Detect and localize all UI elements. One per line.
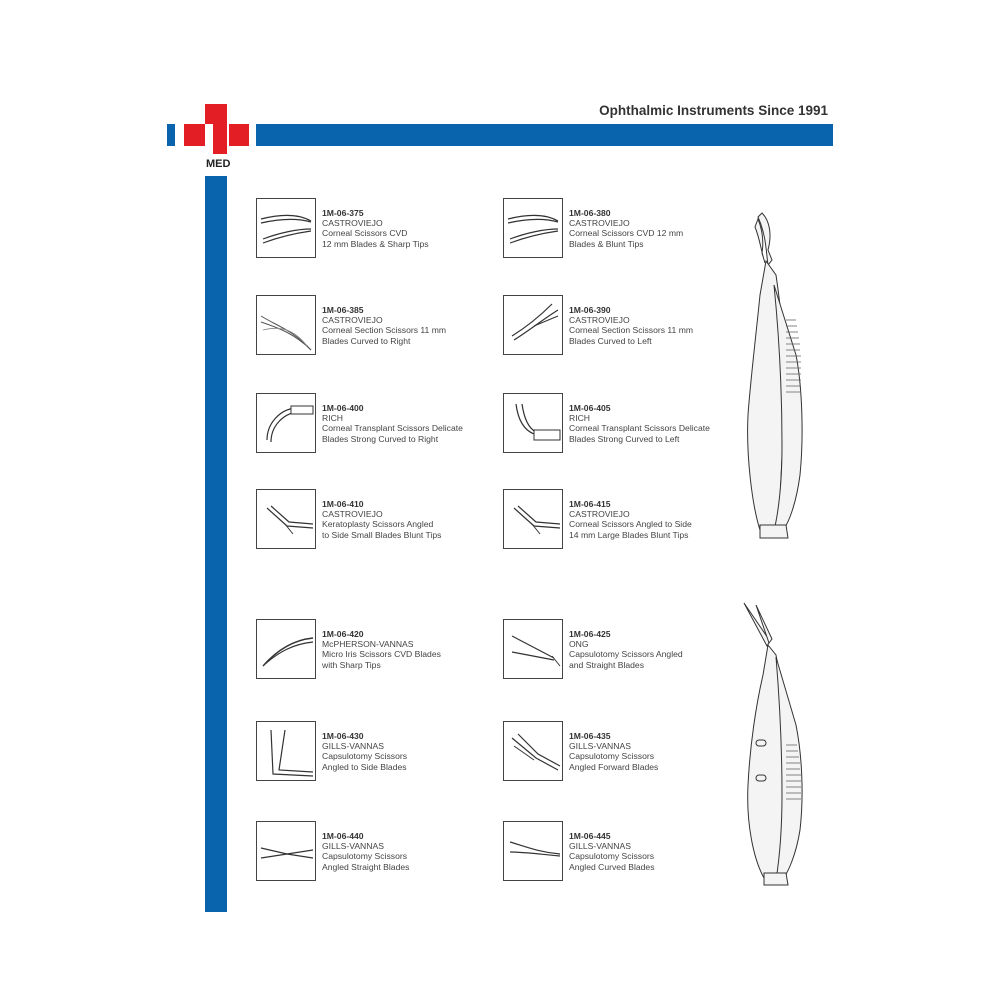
angled-side-scissors-icon: [257, 490, 315, 548]
product-item: [256, 295, 496, 359]
large-illustrations: [730, 205, 820, 895]
product-item: [256, 821, 496, 885]
product-line1: Corneal Scissors Angled to Side: [569, 519, 692, 530]
product-thumbnail: [503, 619, 563, 679]
strong-curved-right-icon: [257, 394, 315, 452]
product-code: 1M-06-440: [322, 831, 364, 841]
product-item: [503, 198, 743, 262]
product-line2: Blades Curved to Right: [322, 335, 411, 346]
product-thumbnail: [256, 619, 316, 679]
product-description: [322, 499, 492, 540]
product-line2: to Side Small Blades Blunt Tips: [322, 529, 442, 540]
product-item: [256, 489, 496, 553]
product-line2: Blades Curved to Left: [569, 335, 652, 346]
product-line1: Corneal Transplant Scissors Delicate: [322, 423, 463, 434]
product-thumbnail: [256, 393, 316, 453]
product-line2: Blades Strong Curved to Right: [322, 433, 439, 444]
product-item: [503, 821, 743, 885]
curved-scissors-icon: [257, 199, 315, 257]
product-description: [322, 305, 492, 346]
product-line2: with Sharp Tips: [322, 659, 381, 670]
product-description: [322, 731, 492, 772]
product-description: [569, 831, 739, 872]
header-blue-bar: [256, 124, 833, 146]
product-brand: CASTROVIEJO: [322, 509, 383, 520]
product-brand: CASTROVIEJO: [322, 218, 383, 229]
product-thumbnail: [503, 198, 563, 258]
product-code: 1M-06-425: [569, 629, 611, 639]
logo-cross-arm-right: [229, 124, 249, 146]
product-line1: Corneal Scissors CVD: [322, 228, 408, 239]
product-item: [503, 295, 743, 359]
vertical-angled-scissors-icon: [257, 722, 315, 780]
product-brand: GILLS-VANNAS: [569, 841, 631, 852]
product-brand: RICH: [569, 413, 591, 424]
product-thumbnail: [256, 721, 316, 781]
product-code: 1M-06-400: [322, 403, 364, 413]
product-item: [256, 721, 496, 785]
forward-angled-scissors-icon: [504, 722, 562, 780]
product-line2: Blades & Blunt Tips: [569, 238, 644, 249]
product-line2: Angled Forward Blades: [569, 761, 659, 772]
product-thumbnail: [256, 821, 316, 881]
product-line2: Angled Straight Blades: [322, 861, 410, 872]
logo-med-text: MED: [206, 158, 231, 170]
product-thumbnail: [503, 295, 563, 355]
product-line1: Corneal Scissors CVD 12 mm: [569, 228, 684, 239]
product-brand: GILLS-VANNAS: [322, 841, 384, 852]
product-description: [569, 208, 739, 249]
product-code: 1M-06-415: [569, 499, 611, 509]
product-line1: Corneal Section Scissors 11 mm: [569, 325, 694, 336]
product-line1: Corneal Section Scissors 11 mm: [322, 325, 447, 336]
product-item: [256, 619, 496, 683]
product-line2: Angled to Side Blades: [322, 761, 407, 772]
product-description: [569, 731, 739, 772]
micro-curved-scissors-icon: [257, 620, 315, 678]
curved-scissors-icon: [504, 199, 562, 257]
product-line2: and Straight Blades: [569, 659, 645, 670]
angled-side-scissors-icon: [504, 490, 562, 548]
product-brand: CASTROVIEJO: [569, 315, 630, 326]
product-item: [503, 619, 743, 683]
product-description: [569, 403, 739, 444]
product-code: 1M-06-430: [322, 731, 364, 741]
logo-cross-top: [205, 104, 227, 124]
product-brand: GILLS-VANNAS: [569, 741, 631, 752]
product-code: 1M-06-385: [322, 305, 364, 315]
product-code: 1M-06-375: [322, 208, 364, 218]
product-code: 1M-06-405: [569, 403, 611, 413]
product-description: [569, 305, 739, 346]
strong-curved-left-icon: [504, 394, 562, 452]
product-line1: Corneal Transplant Scissors Delicate: [569, 423, 710, 434]
product-line1: Capsulotomy Scissors: [569, 751, 655, 762]
product-line1: Capsulotomy Scissors: [569, 851, 655, 862]
product-description: [322, 831, 492, 872]
product-brand: GILLS-VANNAS: [322, 741, 384, 752]
product-brand: RICH: [322, 413, 344, 424]
angled-straight-scissors-icon: [504, 620, 562, 678]
product-code: 1M-06-420: [322, 629, 364, 639]
product-thumbnail: [503, 721, 563, 781]
product-description: [569, 499, 739, 540]
product-thumbnail: [256, 198, 316, 258]
product-thumbnail: [503, 489, 563, 549]
product-item: [503, 489, 743, 553]
straight-blades-scissors-icon: [257, 822, 315, 880]
product-brand: ONG: [569, 639, 589, 650]
section-scissors-left-icon: [504, 296, 562, 354]
vertical-blue-bar: [205, 176, 227, 912]
product-line2: Angled Curved Blades: [569, 861, 655, 872]
product-description: [322, 403, 492, 444]
product-line2: Blades Strong Curved to Left: [569, 433, 680, 444]
product-thumbnail: [256, 489, 316, 549]
product-item: [503, 721, 743, 785]
product-line1: Capsulotomy Scissors: [322, 751, 408, 762]
product-item: [256, 393, 496, 457]
product-line2: 14 mm Large Blades Blunt Tips: [569, 529, 689, 540]
product-description: [322, 629, 492, 670]
vannas-scissors-curved-illustration-icon: [748, 213, 802, 538]
product-item: [503, 393, 743, 457]
product-code: 1M-06-445: [569, 831, 611, 841]
product-thumbnail: [503, 393, 563, 453]
logo-cross-arm-left: [184, 124, 205, 146]
page-tagline: Ophthalmic Instruments Since 1991: [599, 103, 828, 118]
product-item: [256, 198, 496, 262]
product-line2: 12 mm Blades & Sharp Tips: [322, 238, 429, 249]
product-thumbnail: [256, 295, 316, 355]
product-code: 1M-06-390: [569, 305, 611, 315]
product-brand: McPHERSON-VANNAS: [322, 639, 414, 650]
curved-blades-scissors-icon: [504, 822, 562, 880]
logo-left-bar: [167, 124, 175, 146]
product-brand: CASTROVIEJO: [569, 509, 630, 520]
logo-white-notch: [205, 124, 213, 146]
product-code: 1M-06-435: [569, 731, 611, 741]
product-line1: Micro Iris Scissors CVD Blades: [322, 649, 441, 660]
product-thumbnail: [503, 821, 563, 881]
product-line1: Capsulotomy Scissors: [322, 851, 408, 862]
product-code: 1M-06-410: [322, 499, 364, 509]
logo-cross-center: [213, 124, 227, 154]
section-scissors-right-icon: [257, 296, 315, 354]
product-line1: Keratoplasty Scissors Angled: [322, 519, 434, 530]
product-code: 1M-06-380: [569, 208, 611, 218]
product-description: [322, 208, 492, 249]
product-line1: Capsulotomy Scissors Angled: [569, 649, 683, 660]
vannas-scissors-straight-illustration-icon: [744, 603, 802, 885]
product-description: [569, 629, 739, 670]
product-brand: CASTROVIEJO: [569, 218, 630, 229]
product-brand: CASTROVIEJO: [322, 315, 383, 326]
